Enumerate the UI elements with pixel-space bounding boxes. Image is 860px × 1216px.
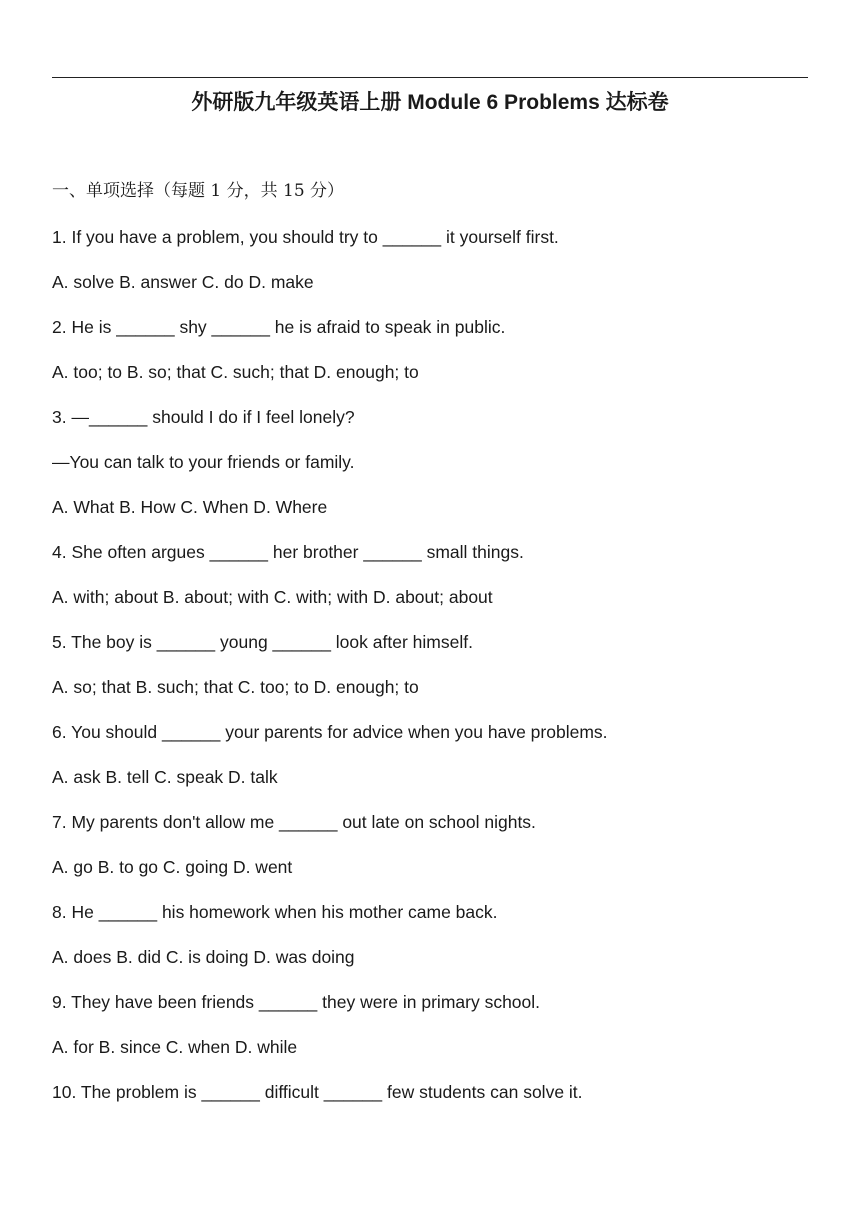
question-10: 10. The problem is ______ difficult ______ few students can solve it. [52, 1082, 583, 1102]
question-9: 9. They have been friends ______ they were in primary school. [52, 992, 541, 1012]
question-6-options: A. ask B. tell C. speak D. talk [52, 767, 278, 787]
question-7: 7. My parents don't allow me ______ out late on school nights. [52, 812, 536, 832]
question-2: 2. He is ______ shy ______ he is afraid to speak in public. [52, 317, 506, 337]
question-1: 1. If you have a problem, you should try to ______ it yourself first. [52, 227, 559, 247]
question-2-options: A. too; to B. so; that C. such; that D. enough; to [52, 362, 419, 382]
question-1-options: A. solve B. answer C. do D. make [52, 272, 314, 292]
question-5: 5. The boy is ______ young ______ look after himself. [52, 632, 473, 652]
question-3-options: A. What B. How C. When D. Where [52, 497, 328, 517]
question-4-options: A. with; about B. about; with C. with; with D. about; about [52, 587, 493, 607]
question-3: 3. —______ should I do if I feel lonely? [52, 407, 355, 427]
question-7-options: A. go B. to go C. going D. went [52, 857, 293, 877]
question-5-options: A. so; that B. such; that C. too; to D. enough; to [52, 677, 419, 697]
question-6: 6. You should ______ your parents for advice when you have problems. [52, 722, 608, 742]
document-title: 外研版九年级英语上册 Module 6 Problems 达标卷 [191, 91, 669, 114]
section-heading: 一、单项选择（每题 1 分，共 15 分） [52, 181, 345, 201]
question-8-options: A. does B. did C. is doing D. was doing [52, 947, 355, 967]
question-8: 8. He ______ his homework when his mother came back. [52, 902, 498, 922]
question-9-options: A. for B. since C. when D. while [52, 1037, 298, 1057]
header-rule [52, 77, 808, 78]
question-4: 4. She often argues ______ her brother ______ small things. [52, 542, 524, 562]
question-3-reply: —You can talk to your friends or family. [52, 452, 355, 472]
question-list [52, 225, 812, 1125]
